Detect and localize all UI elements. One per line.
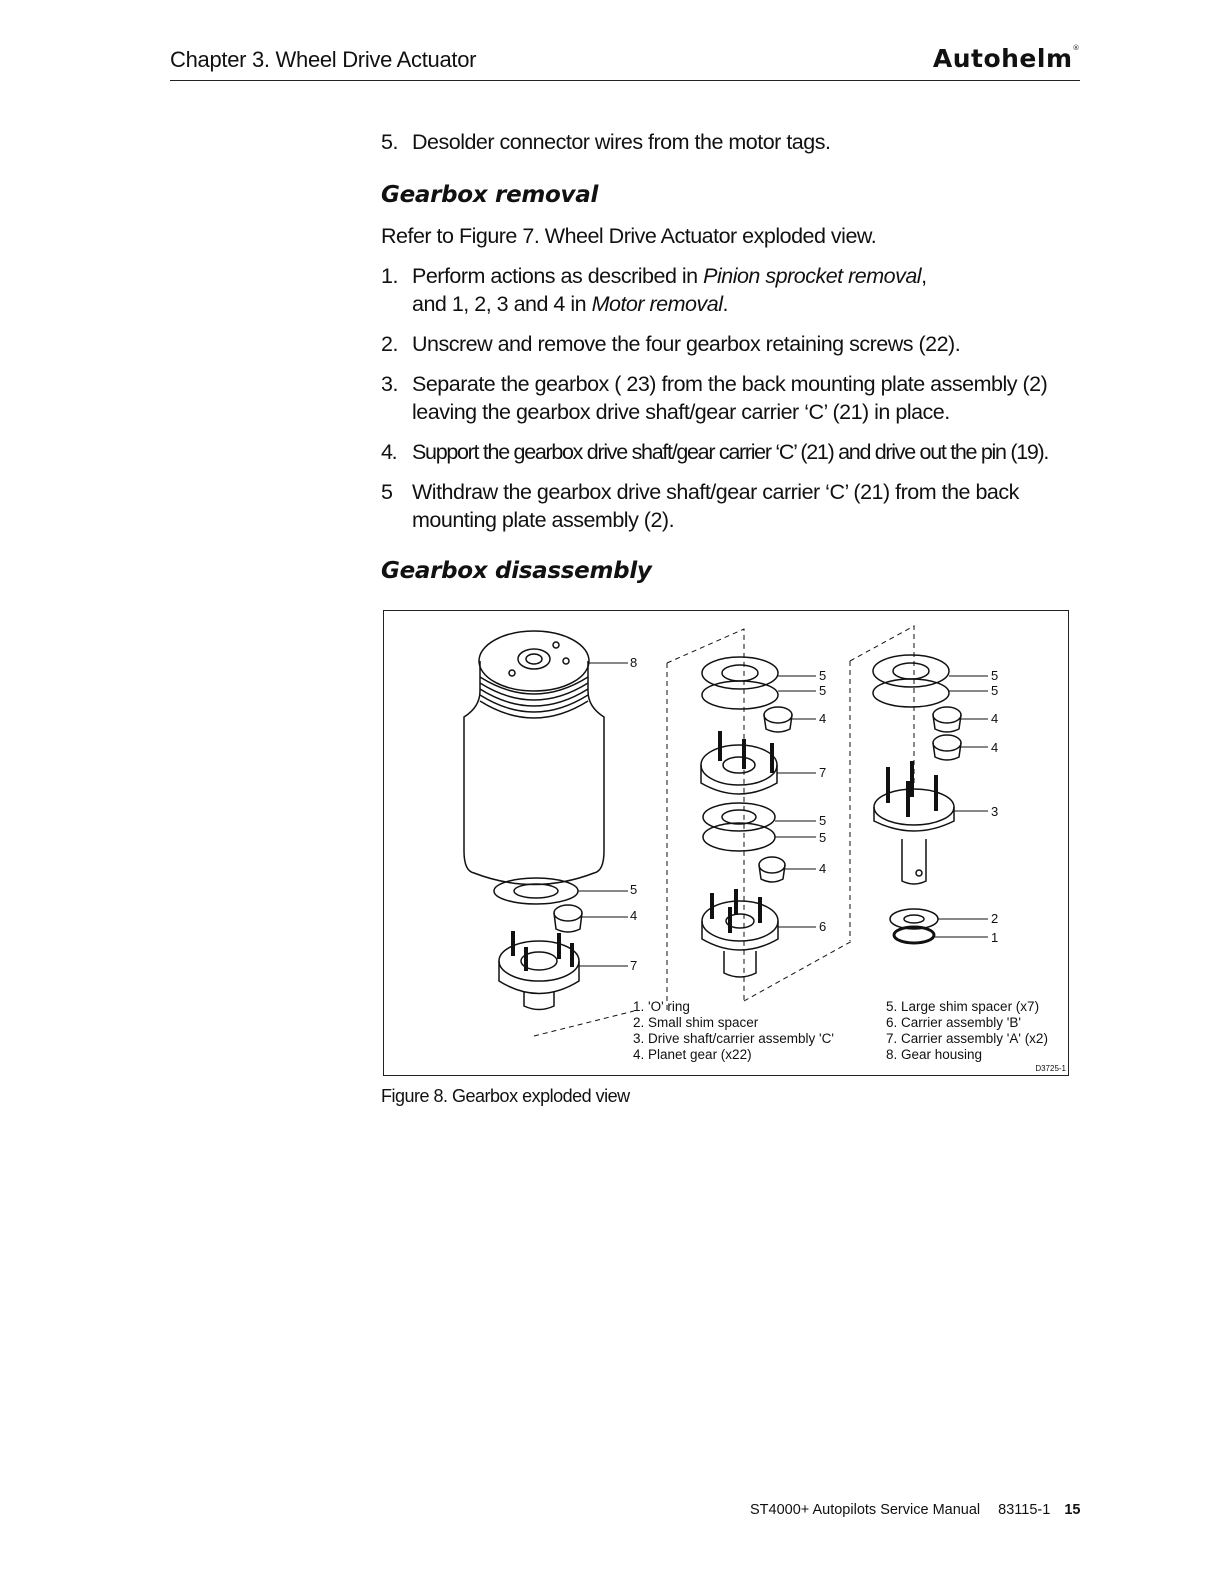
callout-right-2: 2 xyxy=(991,911,999,926)
manual-title: ST4000+ Autopilots Service Manual xyxy=(750,1502,981,1518)
legend-item: 1. 'O' ring xyxy=(633,999,690,1014)
brand-name: Autohelm xyxy=(932,44,1073,73)
legend-item: 7. Carrier assembly 'A' (x2) xyxy=(886,1031,1048,1046)
legend-item: 8. Gear housing xyxy=(886,1047,983,1062)
callout-right-4a: 4 xyxy=(991,711,999,726)
callout-housing-5: 5 xyxy=(630,882,638,897)
housing-lower-parts xyxy=(494,878,582,1010)
motor-step-5: 5. Desolder connector wires from the motor tags. xyxy=(381,130,831,154)
ref-pinion-sprocket-removal: Pinion sprocket removal xyxy=(703,264,922,288)
gear-housing-part xyxy=(464,631,604,885)
manual-code: 83115-1 xyxy=(998,1502,1051,1518)
callout-middle-5a: 5 xyxy=(819,668,827,683)
brand-logo xyxy=(933,44,1080,73)
callout-right-4b: 4 xyxy=(991,740,999,755)
intro-paragraph: Refer to Figure 7. Wheel Drive Actuator exploded view. xyxy=(381,224,877,248)
gearbox-removal-heading: Gearbox removal xyxy=(381,182,599,208)
callout-housing-4: 4 xyxy=(630,908,638,923)
legend-item: 5. Large shim spacer (x7) xyxy=(886,999,1040,1014)
chapter-title: Chapter 3. Wheel Drive Actuator xyxy=(170,47,477,72)
callout-right-5a: 5 xyxy=(991,668,999,683)
legend-right xyxy=(886,999,1048,1063)
callout-middle-5b: 5 xyxy=(819,683,827,698)
callout-middle-5c: 5 xyxy=(819,813,827,828)
gearbox-exploded-figure xyxy=(383,610,1069,1076)
callout-right-5b: 5 xyxy=(991,683,999,698)
removal-step-2: 2. Unscrew and remove the four gearbox retaining screws (22). xyxy=(381,332,961,356)
figure-caption: Figure 8. Gearbox exploded view xyxy=(381,1086,630,1106)
ref-motor-removal: Motor removal xyxy=(591,292,723,316)
page-number: 15 xyxy=(1064,1502,1081,1518)
gearbox-disassembly-heading: Gearbox disassembly xyxy=(381,558,652,584)
callout-right-3: 3 xyxy=(991,804,999,819)
legend-item: 6. Carrier assembly 'B' xyxy=(886,1015,1021,1030)
callout-middle-7: 7 xyxy=(819,765,827,780)
registered-mark: ® xyxy=(1072,44,1080,52)
right-column-parts xyxy=(873,655,961,943)
legend-left xyxy=(633,999,834,1063)
removal-step-3: 3. Separate the gearbox ( 23) from the back mounting plate assembly (2) leaving the gearbox drive shaft/gear carrier ‘C’ (21) in place. xyxy=(381,372,1048,424)
removal-step-4: 4. Support the gearbox drive shaft/gear carrier ‘C’ (21) and drive out the pin (19). xyxy=(381,440,1049,464)
callout-right-1: 1 xyxy=(991,930,999,945)
callout-middle-4b: 4 xyxy=(819,861,827,876)
drawing-code: D3725-1 xyxy=(1035,1064,1066,1073)
page-footer xyxy=(750,1502,1080,1518)
callout-middle-6: 6 xyxy=(819,919,827,934)
removal-step-1: 1. Perform actions as described in Pinion sprocket removal, and 1, 2, 3 and 4 in Motor removal. xyxy=(381,264,927,316)
callout-middle-5d: 5 xyxy=(819,830,827,845)
page-header xyxy=(170,44,1080,81)
legend-item: 4. Planet gear (x22) xyxy=(633,1047,752,1062)
callout-housing-8: 8 xyxy=(630,655,638,670)
legend-item: 3. Drive shaft/carrier assembly 'C' xyxy=(633,1031,834,1046)
removal-step-5: 5 Withdraw the gearbox drive shaft/gear carrier ‘C’ (21) from the back mounting plate assembly (2). xyxy=(381,480,1019,532)
middle-column-parts xyxy=(701,657,792,977)
legend-item: 2. Small shim spacer xyxy=(633,1015,759,1030)
callout-housing-7: 7 xyxy=(630,958,638,973)
main-content xyxy=(381,128,1101,584)
callout-middle-4a: 4 xyxy=(819,711,827,726)
